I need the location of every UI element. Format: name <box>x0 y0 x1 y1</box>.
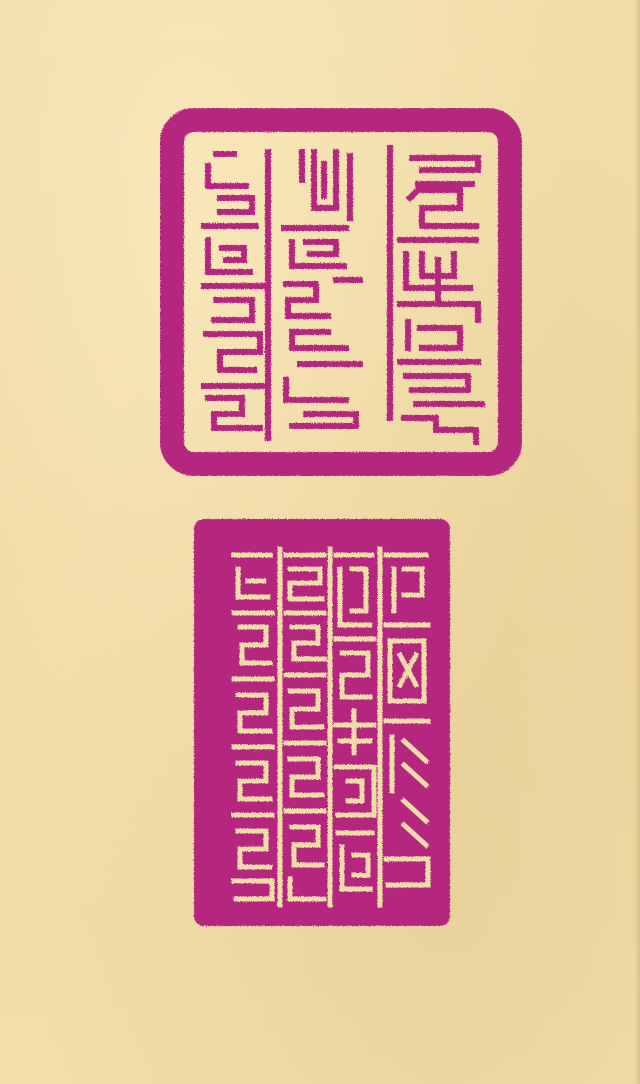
square-seal <box>160 108 522 476</box>
square-seal-impression <box>160 108 522 476</box>
rectangular-seal-impression <box>190 515 454 930</box>
square-seal-column-left <box>204 152 268 438</box>
rectangular-seal <box>190 515 454 930</box>
square-seal-column-middle <box>284 152 360 426</box>
square-seal-column-right <box>390 148 482 442</box>
